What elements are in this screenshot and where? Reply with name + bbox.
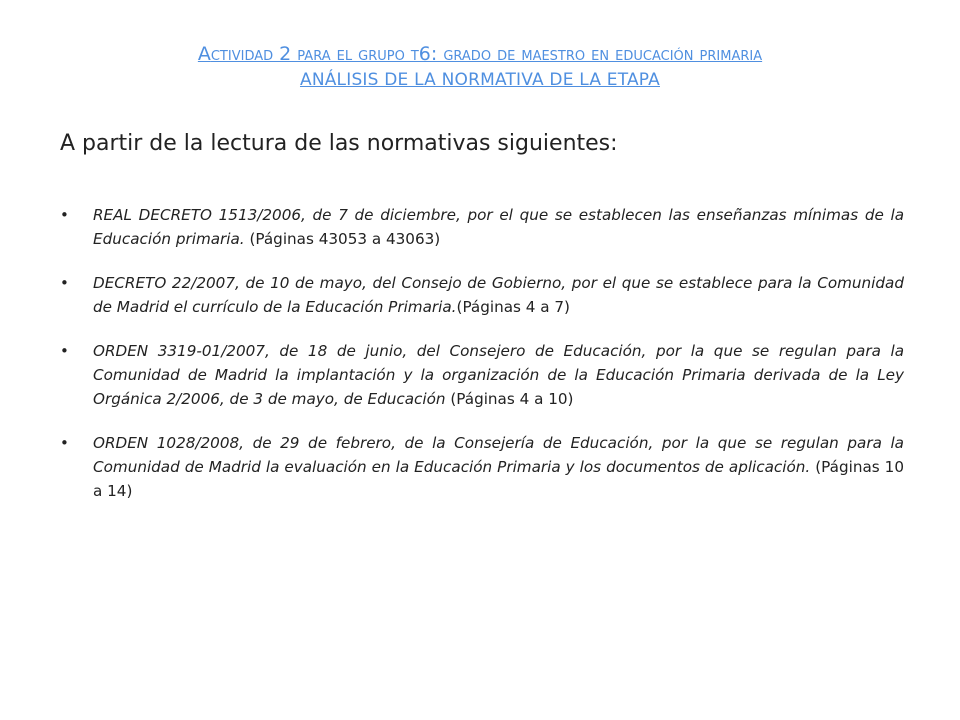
page-range: (Páginas 4 a 7) [456, 298, 570, 316]
subtitle: ANÁLISIS DE LA NORMATIVA DE LA ETAPA [299, 70, 660, 90]
list-item [60, 271, 904, 319]
list-item [60, 339, 904, 411]
bullet-icon: • [60, 342, 69, 360]
title-rest: ctividad 2 para el grupo t6: grado de maestro en educación primaria [210, 43, 763, 65]
title-block [0, 40, 960, 92]
intro-heading: A partir de la lectura de las normativas siguientes: [60, 131, 618, 156]
list-item [60, 203, 904, 251]
list-item [60, 431, 904, 503]
title-line2[interactable] [0, 68, 960, 92]
regulation-reference: ORDEN 1028/2008, de 29 de febrero, de la Consejería de Educación, por la que se regulan para la Comunidad de Madrid la evaluación en la Educación Primaria y los documentos de aplicación. [93, 434, 904, 476]
regulation-reference: DECRETO 22/2007, de 10 de mayo, del Consejo de Gobierno, por el que se establece para la Comunidad de Madrid el currículo de la Educación Primaria. [93, 274, 904, 316]
regulation-reference: ORDEN 3319-01/2007, de 18 de junio, del Consejero de Educación, por la que se regulan para la Comunidad de Madrid la implantación y la organización de la Educación Primaria derivada de la Ley Orgánica 2/2006, de 3 de mayo, de Educación [93, 342, 904, 408]
page-range: (Páginas 10 a 14) [93, 458, 904, 500]
title-first-letter: A [197, 43, 211, 65]
regulation-reference: REAL DECRETO 1513/2006, de 7 de diciembre, por el que se establecen las enseñanzas mínimas de la Educación primaria. [93, 206, 904, 248]
bullet-icon: • [60, 434, 69, 452]
page-range: (Páginas 43053 a 43063) [244, 230, 441, 248]
title-line1[interactable] [0, 40, 960, 68]
page-range: (Páginas 4 a 10) [445, 390, 574, 408]
bullet-icon: • [60, 206, 69, 224]
bullet-icon: • [60, 274, 69, 292]
regulations-list [60, 203, 904, 523]
